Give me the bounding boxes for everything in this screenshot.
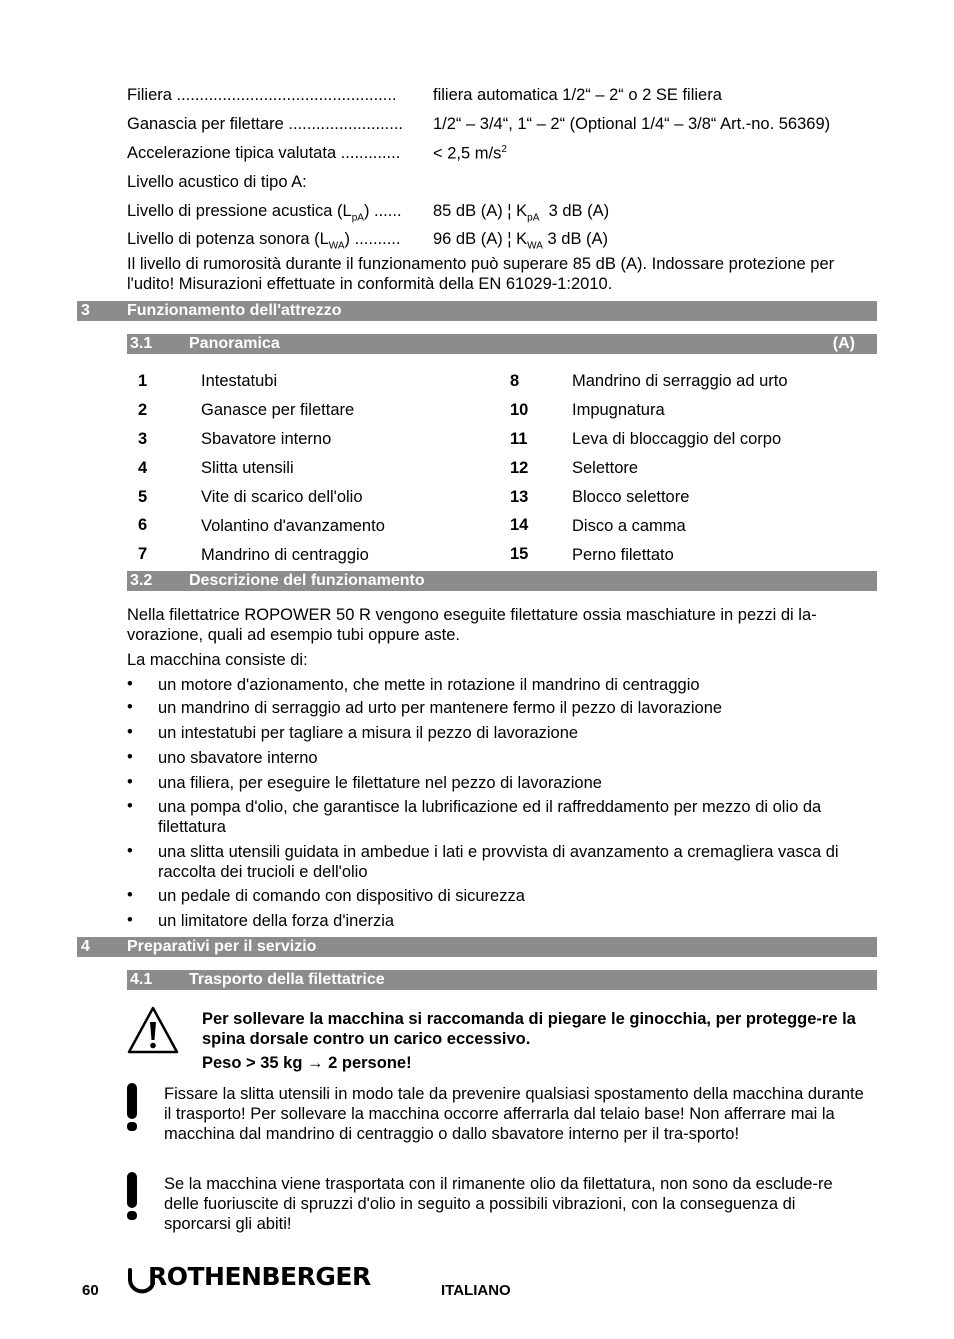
bullet-icon: • bbox=[127, 723, 133, 741]
section-heading-3 bbox=[77, 301, 877, 321]
list-item-label: Perno filettato bbox=[572, 546, 674, 564]
bullet-icon: • bbox=[127, 773, 133, 791]
noise-power-sub: WA bbox=[328, 240, 345, 252]
list-item: una pompa d'olio, che garantisce la lubrificazione ed il raffreddamento per mezzo di olio da filettatura bbox=[158, 798, 822, 836]
weight-persons: 2 persone! bbox=[328, 1054, 412, 1072]
list-item-number: 11 bbox=[510, 430, 528, 448]
list-item-label: Vite di scarico dell'olio bbox=[201, 488, 363, 506]
noise-pressure-sub: pA bbox=[351, 212, 364, 224]
section-title: Trasporto della filettatrice bbox=[189, 971, 385, 988]
list-item: una slitta utensili guidata in ambedue i lati e provvista di avanzamento a cremagliera vasca di raccolta dei trucioli e dell'olio bbox=[158, 843, 839, 881]
noise-power-text: Livello di potenza sonora (L bbox=[127, 230, 329, 248]
noise-pressure-dots: ) ...... bbox=[363, 202, 402, 220]
oil-note: Se la macchina viene trasportata con il rimanente olio da filettatura, non sono da esclude-re delle fuoriuscite di spruzzi d'olio in seguito a possibili vibrazioni, con la conseguenza di sporcarsi gli abiti! bbox=[164, 1175, 833, 1233]
list-item-label: Volantino d'avanzamento bbox=[201, 517, 385, 535]
brand-name: ROTHENBERGER bbox=[148, 1262, 371, 1291]
list-item: un motore d'azionamento, che mette in rotazione il mandrino di centraggio bbox=[158, 676, 700, 694]
transport-note: Fissare la slitta utensili in modo tale da prevenire qualsiasi spostamento della macchina durante il trasporto! Per sollevare la macchina occorre afferrarla dal telaio base! Non afferrare mai la macchina dal mandrino di centraggio o dallo sbavatore interno per il tra-sporto! bbox=[164, 1085, 864, 1143]
list-item-label: Leva di bloccaggio del corpo bbox=[572, 430, 782, 448]
spec-value bbox=[433, 144, 507, 164]
list-item: uno sbavatore interno bbox=[158, 749, 318, 767]
list-item-number: 13 bbox=[510, 488, 529, 506]
section-heading-4-1 bbox=[127, 970, 877, 990]
list-item-label: Sbavatore interno bbox=[201, 430, 332, 448]
section-title: Funzionamento dell'attrezzo bbox=[127, 302, 342, 319]
list-item: un mandrino di serraggio ad urto per mantenere fermo il pezzo di lavorazione bbox=[158, 699, 723, 717]
arrow-right-icon: → bbox=[307, 1054, 324, 1072]
bullet-icon: • bbox=[127, 748, 133, 766]
exclamation-icon bbox=[124, 1171, 140, 1223]
list-item-label: Mandrino di centraggio bbox=[201, 546, 369, 564]
section-heading-3-1 bbox=[127, 334, 877, 354]
noise-pressure-text: Livello di pressione acustica (L bbox=[127, 202, 352, 220]
spec-label: Filiera ................................................ bbox=[127, 86, 397, 104]
list-item: un limitatore della forza d'inerzia bbox=[158, 912, 395, 930]
section-heading-4 bbox=[77, 937, 877, 957]
language-label: ITALIANO bbox=[441, 1282, 511, 1299]
noise-pressure-value bbox=[433, 202, 609, 223]
list-item-number: 12 bbox=[510, 459, 529, 477]
list-item-number: 6 bbox=[138, 516, 148, 534]
noise-pressure-k-value: 3 dB (A) bbox=[548, 202, 610, 220]
spec-label: Ganascia per filettare ......................... bbox=[127, 115, 404, 133]
spec-value-text: < 2,5 m/s bbox=[433, 144, 502, 163]
list-item: un pedale di comando con dispositivo di sicurezza bbox=[158, 887, 525, 905]
exclamation-icon bbox=[124, 1082, 140, 1134]
list-item-label: Selettore bbox=[572, 459, 639, 477]
section-number: 3.2 bbox=[130, 572, 153, 589]
list-item: un intestatubi per tagliare a misura il pezzo di lavorazione bbox=[158, 724, 579, 742]
brand-logo bbox=[126, 1262, 371, 1298]
section-number: 4 bbox=[81, 938, 90, 955]
noise-power-k-value: 3 dB (A) bbox=[547, 230, 609, 248]
spec-label: Accelerazione tipica valutata ............. bbox=[127, 144, 401, 162]
warning-text: Per sollevare la macchina si raccomanda di piegare le ginocchia, per protegge-re la spina dorsale contro un carico eccessivo. bbox=[202, 1010, 856, 1048]
list-item-number: 4 bbox=[138, 459, 148, 477]
noise-note: Il livello di rumorosità durante il funzionamento può superare 85 dB (A). Indossare protezione per l'udito! Misurazioni effettuate in conformità della EN 61029-1:2010. bbox=[127, 255, 835, 293]
noise-power-dots: ) .......... bbox=[344, 230, 401, 248]
bullet-icon: • bbox=[127, 842, 133, 860]
list-item-number: 3 bbox=[138, 430, 148, 448]
list-item-number: 14 bbox=[510, 516, 529, 534]
list-item-number: 1 bbox=[138, 372, 148, 390]
list-item-label: Mandrino di serraggio ad urto bbox=[572, 372, 788, 390]
list-item-label: Blocco selettore bbox=[572, 488, 690, 506]
description-intro: La macchina consiste di: bbox=[127, 651, 308, 669]
list-item-number: 8 bbox=[510, 372, 520, 390]
list-item-number: 5 bbox=[138, 488, 148, 506]
list-item-number: 15 bbox=[510, 545, 529, 563]
section-number: 3 bbox=[81, 302, 90, 319]
list-item: una filiera, per eseguire le filettature nel pezzo di lavorazione bbox=[158, 774, 602, 792]
list-item-number: 10 bbox=[510, 401, 529, 419]
description-paragraph: Nella filettatrice ROPOWER 50 R vengono eseguite filettature ossia maschiature in pezzi di la-vorazione, quali ad esempio tubi oppure aste. bbox=[127, 606, 817, 644]
list-item-number: 7 bbox=[138, 545, 148, 563]
section-heading-3-2 bbox=[127, 571, 877, 591]
list-item-label: Disco a camma bbox=[572, 517, 686, 535]
page-number: 60 bbox=[82, 1282, 99, 1299]
weight-text: Peso > 35 kg bbox=[202, 1054, 303, 1072]
list-item-label: Ganasce per filettare bbox=[201, 401, 355, 419]
section-title: Preparativi per il servizio bbox=[127, 938, 317, 955]
bullet-icon: • bbox=[127, 797, 133, 815]
list-item-number: 2 bbox=[138, 401, 148, 419]
bullet-icon: • bbox=[127, 886, 133, 904]
noise-heading: Livello acustico di tipo A: bbox=[127, 173, 307, 191]
noise-pressure-value-text: 85 dB (A) ¦ K bbox=[433, 202, 528, 220]
warning-triangle-icon bbox=[126, 1005, 180, 1055]
section-number: 4.1 bbox=[130, 971, 153, 988]
noise-pressure-label bbox=[127, 202, 402, 223]
section-title: Panoramica bbox=[189, 335, 280, 352]
noise-pressure-k-sub: pA bbox=[527, 212, 540, 224]
bullet-icon: • bbox=[127, 675, 133, 693]
list-item-label: Impugnatura bbox=[572, 401, 665, 419]
section-title: Descrizione del funzionamento bbox=[189, 572, 425, 589]
figure-reference: (A) bbox=[832, 335, 855, 352]
noise-power-value bbox=[433, 230, 608, 251]
spec-value-superscript: 2 bbox=[501, 144, 507, 155]
bullet-icon: • bbox=[127, 698, 133, 716]
spec-value: filiera automatica 1/2“ – 2“ o 2 SE filiera bbox=[433, 86, 722, 104]
section-number: 3.1 bbox=[130, 335, 153, 352]
weight-warning bbox=[202, 1053, 864, 1073]
bullet-icon: • bbox=[127, 911, 133, 929]
list-item-label: Intestatubi bbox=[201, 372, 278, 390]
noise-power-value-text: 96 dB (A) ¦ K bbox=[433, 230, 528, 248]
noise-power-label bbox=[127, 230, 400, 251]
list-item-label: Slitta utensili bbox=[201, 459, 294, 477]
noise-power-k-sub: WA bbox=[527, 240, 543, 252]
spec-value: 1/2“ – 3/4“, 1“ – 2“ (Optional 1/4“ – 3/8“ Art.-no. 56369) bbox=[433, 115, 831, 133]
